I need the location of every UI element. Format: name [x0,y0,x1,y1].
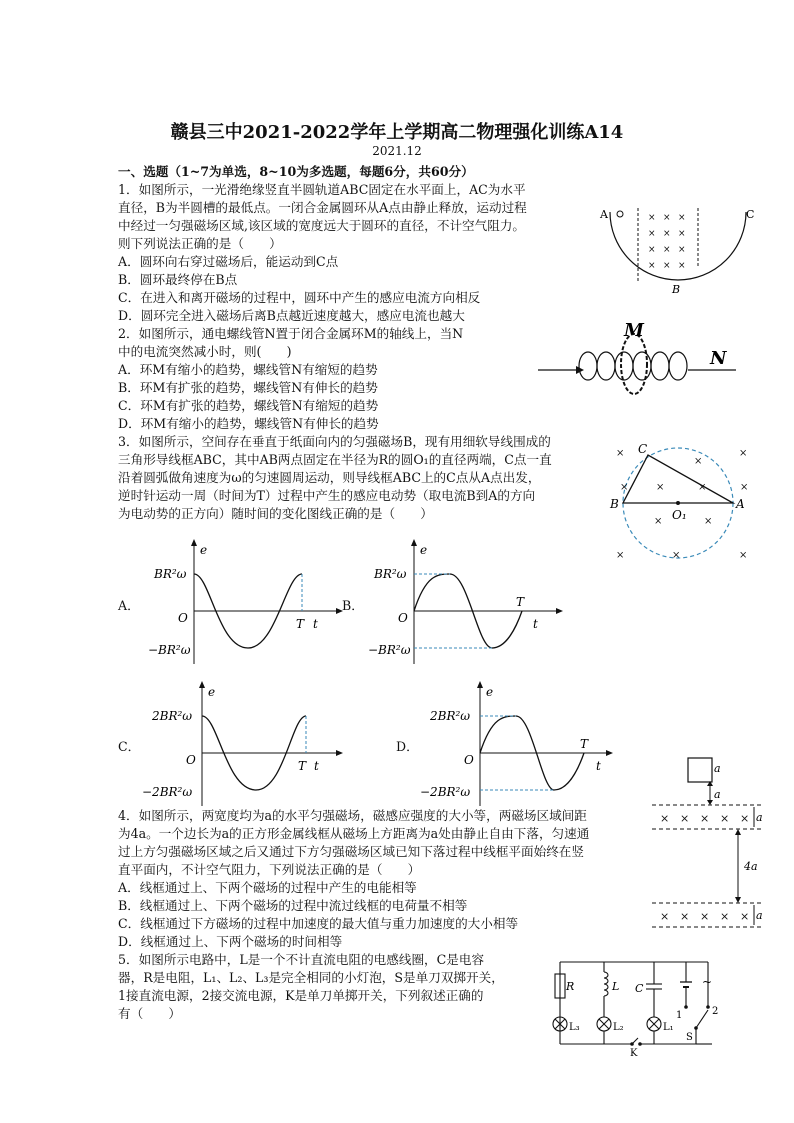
q3-graph-d [418,680,614,810]
circuit-label-s: S [686,1032,693,1043]
svg-text:×: × [660,910,670,923]
q3-graph-c [140,680,344,810]
q4-label-a: a [756,811,763,824]
graph-axis-t: t [314,759,319,773]
graph-period: T [298,759,307,773]
graph-max-label: BR²ω [154,567,187,581]
q3-label-o1: O₁ [672,508,687,522]
svg-text:×: × [648,229,656,239]
graph-axis-e: e [200,543,208,557]
q3-graph-c-letter: C． [118,739,141,754]
svg-text:×: × [672,550,681,561]
svg-text:×: × [648,213,656,223]
q4-stem-line: 直平面内，不计空气阻力，下列说法正确的是（ ） [118,862,421,877]
graph-min-label: −2BR²ω [420,785,471,799]
q4-label-a: a [756,909,763,922]
q1-stem-line: 1．如图所示，一光滑绝缘竖直半圆轨道ABC固定在水平面上，AC为水平 [118,182,526,197]
q3-graph-a [148,538,344,668]
graph-origin: O [464,753,474,767]
svg-text:×: × [678,245,686,255]
q1-label-b: B [672,283,681,296]
graph-axis-e: e [486,685,494,699]
q3-label-b: B [610,497,619,511]
q4-label-4a: 4a [744,860,758,873]
svg-text:×: × [740,812,750,825]
graph-period: T [516,595,525,609]
graph-axis-t: t [533,617,538,631]
graph-period: T [296,617,305,631]
q4-option-a: A．线框通过上、下两个磁场的过程中产生的电能相等 [118,880,417,895]
svg-text:×: × [698,482,707,493]
q3-graph-b [368,538,564,668]
svg-text:×: × [739,448,748,459]
q4-stem-line: 为4a。一个边长为a的正方形金属线框从磁场上方距离为a处由静止自由下落，匀速通 [118,826,590,841]
graph-axis-t: t [596,759,601,773]
svg-text:×: × [694,456,703,467]
circuit-label-2: 2 [712,1006,719,1017]
svg-text:×: × [678,261,686,271]
q2-option-d: D．环M有缩小的趋势，螺线管N有伸长的趋势 [118,416,379,431]
graph-max-label: 2BR²ω [152,709,193,723]
svg-text:×: × [616,550,625,561]
svg-text:×: × [663,229,671,239]
q1-label-a: A [600,208,608,221]
svg-text:×: × [700,910,710,923]
q1-option-b: B．圆环最终停在B点 [118,272,238,287]
svg-text:×: × [620,482,629,493]
q4-label-a: a [714,788,721,801]
q2-option-b: B．环M有扩张的趋势，螺线管N有伸长的趋势 [118,380,378,395]
graph-axis-e: e [208,685,216,699]
graph-origin: O [186,753,196,767]
q5-stem-line: 5．如图所示电路中，L是一个不计直流电阻的电感线圈，C是电容 [118,952,485,967]
q4-stem-line: 4．如图所示，两宽度均为a的水平匀强磁场，磁感应强度的大小等，两磁场区域间距 [118,808,587,823]
graph-period: T [580,737,589,751]
svg-text:×: × [720,910,730,923]
q3-label-a: A [736,497,745,511]
q4-option-c: C．线框通过下方磁场的过程中加速度的最大值与重力加速度的大小相等 [118,916,519,931]
q3-stem-line: 沿着圆弧做角速度为ω的匀速圆周运动，则导线框ABC上的C点从A点出发， [118,470,541,485]
q3-graph-b-letter: B． [342,598,364,613]
graph-max-label: BR²ω [374,567,407,581]
q1-option-d: D．圆环完全进入磁场后离B点越近速度越大，感应电流也越大 [118,308,465,323]
q2-option-c: C．环M有扩张的趋势，螺线管N有缩短的趋势 [118,398,379,413]
svg-text:×: × [680,812,690,825]
graph-origin: O [178,611,188,625]
svg-text:×: × [663,213,671,223]
circuit-ac-symbol: ~ [702,975,713,989]
q2-label-n: N [710,348,727,369]
q3-stem-line: 逆时针运动一周（时间为T）过程中产生的感应电动势（取电流B到A的方向 [118,488,536,503]
q1-option-a: A．圆环向右穿过磁场后，能运动到C点 [118,254,339,269]
svg-text:×: × [648,245,656,255]
svg-text:×: × [740,482,749,493]
svg-text:×: × [663,245,671,255]
graph-min-label: −BR²ω [148,643,191,657]
svg-text:×: × [656,482,665,493]
q4-label-a: a [714,762,721,775]
exam-title: 赣县三中2021-2022学年上学期高二物理强化训练A14 [170,122,624,143]
q5-stem-line: 1接直流电源，2接交流电源，K是单刀单掷开关，下列叙述正确的 [118,988,484,1003]
graph-origin: O [398,611,408,625]
q3-graph-a-letter: A． [118,598,140,613]
q3-graph-d-letter: D． [396,739,419,754]
svg-text:×: × [660,812,670,825]
svg-text:×: × [720,812,730,825]
exam-date: 2021.12 [372,144,422,158]
svg-text:×: × [663,261,671,271]
q4-option-d: D．线框通过上、下两个磁场的时间相等 [118,934,343,949]
graph-axis-t: t [313,617,318,631]
svg-text:×: × [680,910,690,923]
q2-figure [536,318,744,402]
svg-text:×: × [654,516,663,527]
q1-figure [598,204,758,296]
section-heading: 一、选题（1~7为单选，8~10为多选题，每题6分，共60分） [118,164,474,179]
svg-text:×: × [648,261,656,271]
q4-stem-line: 过上方匀强磁场区域之后又通过下方匀强磁场区域已知下落过程中线框平面始终在竖 [118,844,584,859]
circuit-label-l2: L₂ [613,1022,624,1033]
q1-label-c: C [746,208,755,221]
q1-stem-line: 直径，B为半圆槽的最低点。一闭合金属圆环从A点由静止释放，运动过程 [118,200,527,215]
q3-figure [606,440,756,564]
svg-text:×: × [740,910,750,923]
q1-stem-line: 中经过一匀强磁场区域,该区域的宽度远大于圆环的直径，不计空气阻力。 [118,218,526,233]
q3-stem-line: 为电动势的正方向）随时间的变化图线正确的是（ ） [118,506,433,521]
q2-label-m: M [624,320,644,341]
circuit-label-l3: L₃ [569,1022,580,1033]
q4-figure [650,756,770,932]
q1-option-c: C．在进入和离开磁场的过程中，圆环中产生的感应电流方向相反 [118,290,481,305]
q2-option-a: A．环M有缩小的趋势，螺线管N有缩短的趋势 [118,362,378,377]
q1-stem-line: 则下列说法正确的是（ ） [118,236,282,251]
q3-label-c: C [638,442,648,456]
svg-text:×: × [704,516,713,527]
graph-max-label: 2BR²ω [430,709,471,723]
q2-stem-line: 2．如图所示，通电螺线管N置于闭合金属环M的轴线上，当N [118,326,464,341]
graph-min-label: −BR²ω [368,643,411,657]
graph-min-label: −2BR²ω [142,785,193,799]
circuit-label-l1: L₁ [663,1022,674,1033]
q5-stem-line: 器，R是电阻，L₁、L₂、L₃是完全相同的小灯泡，S是单刀双掷开关， [118,970,504,985]
svg-text:×: × [616,448,625,459]
circuit-label-c: C [635,982,644,995]
circuit-label-k: K [630,1048,638,1058]
svg-text:×: × [678,229,686,239]
svg-text:×: × [739,550,748,561]
q3-stem-line: 三角形导线框ABC，其中AB两点固定在半径为R的圆O₁的直径两端，C点一直 [118,452,552,467]
graph-axis-e: e [420,543,428,557]
circuit-label-r: R [566,980,575,993]
circuit-label-1: 1 [676,1010,683,1021]
svg-text:×: × [700,812,710,825]
svg-text:×: × [678,213,686,223]
circuit-label-l: L [612,980,620,993]
q3-stem-line: 3．如图所示，空间存在垂直于纸面向内的匀强磁场B，现有用细软导线围成的 [118,434,551,449]
q5-circuit-figure [546,954,722,1058]
q2-stem-line: 中的电流突然减小时，则( ) [118,344,292,359]
q5-stem-line: 有（ ） [118,1006,181,1021]
q4-option-b: B．线框通过上、下两个磁场的过程中流过线框的电荷量不相等 [118,898,468,913]
